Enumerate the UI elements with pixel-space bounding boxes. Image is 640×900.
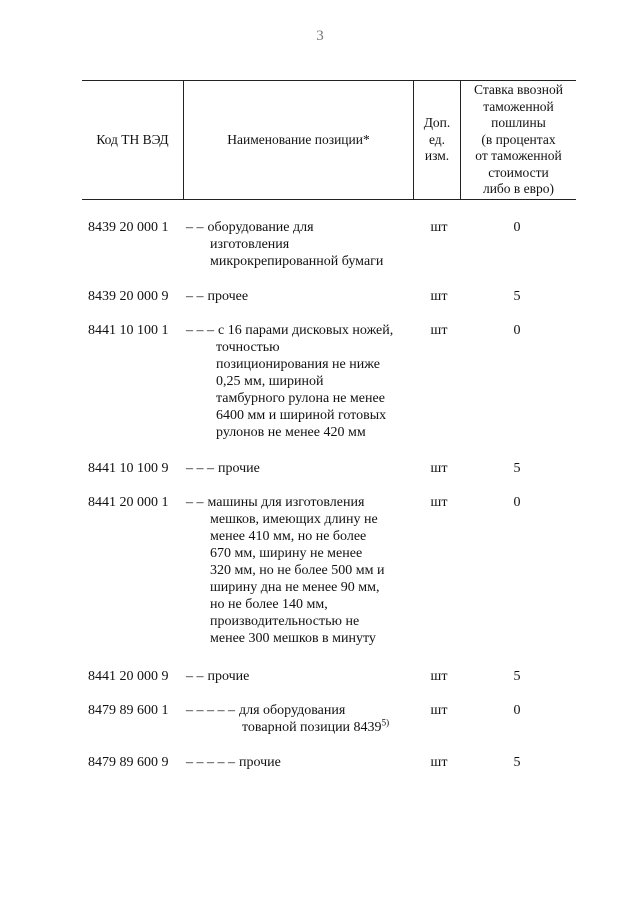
row-name: – – – с 16 парами дисковых ножей, точностью позиционирования не ниже 0,25 мм, шириной тамбурного рулона не менее 6400 мм и шириной готовых рулонов не менее 420 мм bbox=[186, 323, 394, 440]
row-code: 8479 89 600 1 bbox=[88, 703, 169, 718]
page-number: 3 bbox=[316, 28, 324, 44]
row-code: 8441 10 100 9 bbox=[88, 461, 169, 476]
row-name: – – – прочие bbox=[186, 461, 260, 476]
row-rate: 5 bbox=[513, 755, 521, 770]
row-rate: 5 bbox=[513, 669, 521, 684]
header-name: Наименование позиции* bbox=[227, 131, 370, 147]
row-name: – – – – – для оборудования товарной позиции 8439$^{5)}$ bbox=[186, 703, 390, 735]
row-rate: 0 bbox=[513, 323, 521, 338]
row-rate: 0 bbox=[513, 703, 521, 718]
row-unit: шт bbox=[430, 669, 448, 684]
header-unit: Доп. ед. изм. bbox=[423, 115, 451, 164]
row-unit: шт bbox=[430, 703, 448, 718]
row-name: – – прочие bbox=[186, 669, 250, 684]
row-rate: 0 bbox=[513, 220, 521, 235]
row-code: 8441 10 100 1 bbox=[88, 323, 169, 338]
row-rate: 5 bbox=[513, 461, 521, 476]
row-code: 8439 20 000 1 bbox=[88, 220, 169, 235]
row-code: 8441 20 000 1 bbox=[88, 495, 169, 510]
table-header bbox=[82, 80, 576, 200]
row-name: – – прочее bbox=[186, 289, 249, 304]
header-rate: Ставка ввозной таможенной пошлины (в процентах от таможенной стоимости либо в евро) bbox=[474, 82, 563, 197]
row-unit: шт bbox=[430, 289, 448, 304]
row-unit: шт bbox=[430, 755, 448, 770]
row-name: – – оборудование для изготовления микрокрепированной бумаги bbox=[186, 220, 384, 269]
header-code: Код ТН ВЭД bbox=[96, 131, 169, 147]
row-unit: шт bbox=[430, 495, 448, 510]
row-code: 8439 20 000 9 bbox=[88, 289, 169, 304]
row-code: 8441 20 000 9 bbox=[88, 669, 169, 684]
row-rate: 0 bbox=[513, 495, 521, 510]
row-name: – – машины для изготовления мешков, имеющих длину не менее 410 мм, но не более 670 мм, ширину не менее 320 мм, но не более 500 мм и ширину дна не менее 90 мм, но не более 140 мм, производительностью не менее 300 мешков в минуту bbox=[186, 495, 385, 646]
footnote-marker: 5) bbox=[381, 717, 390, 728]
row-unit: шт bbox=[430, 323, 448, 338]
row-rate: 5 bbox=[513, 289, 521, 304]
row-name: – – – – – прочие bbox=[186, 755, 281, 770]
row-unit: шт bbox=[430, 461, 448, 476]
row-code: 8479 89 600 9 bbox=[88, 755, 169, 770]
row-unit: шт bbox=[430, 220, 448, 235]
